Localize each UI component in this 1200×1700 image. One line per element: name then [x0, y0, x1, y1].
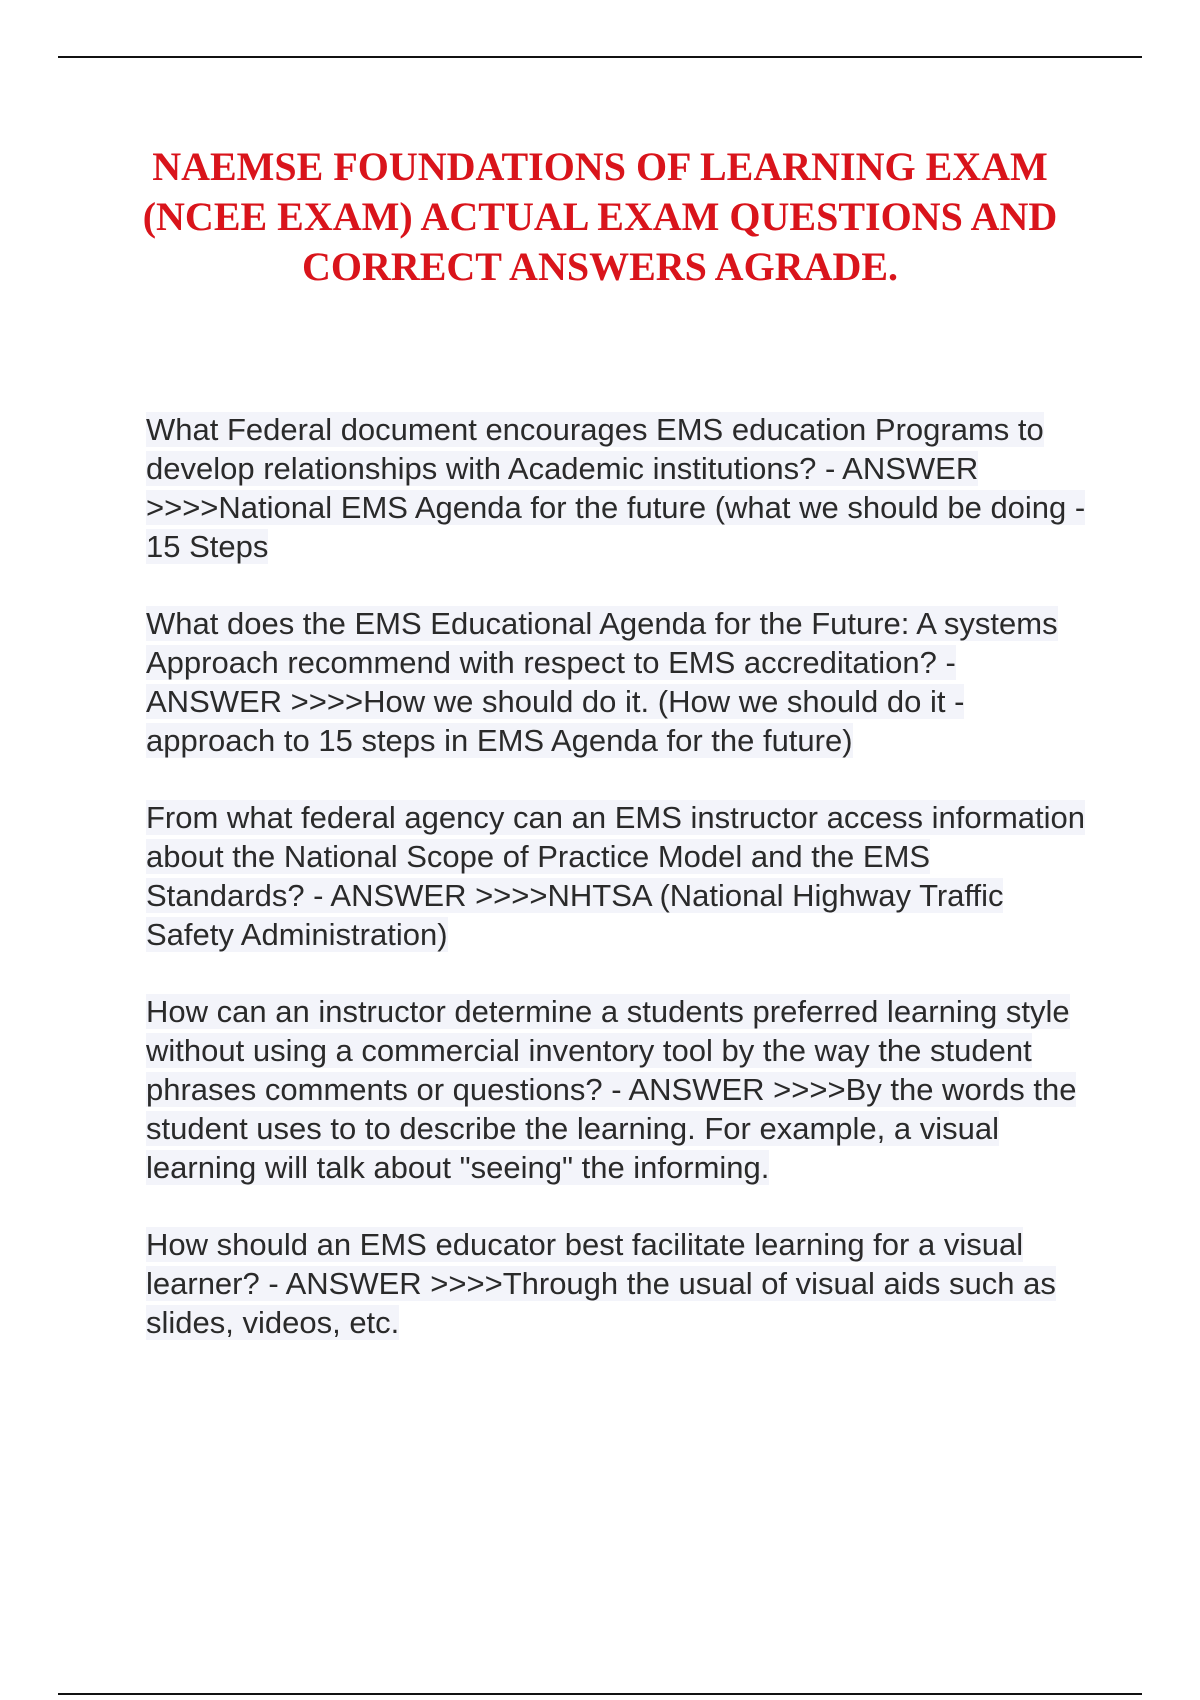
answer-separator: - ANSWER >>>>: [602, 1072, 846, 1107]
question-text: How should an EMS educator best facilitate learning for a visual learner?: [146, 1227, 1024, 1301]
qa-item: [146, 798, 1096, 954]
answer-text: Through the usual of visual aids such as slides, videos, etc.: [146, 1266, 1056, 1340]
question-text: How can an instructor determine a students preferred learning style without using a commercial inventory tool by the way the student phrases comments or questions?: [146, 994, 1070, 1107]
qa-item: [146, 1225, 1096, 1342]
question-text: What does the EMS Educational Agenda for the Future: A systems Approach recommend with respect to EMS accreditation?: [146, 606, 1058, 680]
question-text: What Federal document encourages EMS education Programs to develop relationships with Academic institutions?: [146, 412, 1044, 486]
qa-list: [146, 410, 1096, 1380]
qa-item: [146, 410, 1096, 566]
question-text: From what federal agency can an EMS instructor access information about the National Scope of Practice Model and the EMS Standards?: [146, 800, 1086, 913]
answer-separator: - ANSWER >>>>: [146, 645, 956, 719]
answer-text: By the words the student uses to to describe the learning. For example, a visual learning will talk about "seeing" the informing.: [146, 1072, 1077, 1185]
answer-separator: - ANSWER >>>>: [146, 451, 979, 525]
answer-text: National EMS Agenda for the future (what we should be doing - 15 Steps: [146, 490, 1086, 564]
answer-text: NHTSA (National Highway Traffic Safety Administration): [146, 878, 1004, 952]
document-title: NAEMSE FOUNDATIONS OF LEARNING EXAM (NCEE EXAM) ACTUAL EXAM QUESTIONS AND CORRECT ANSWERS AGRADE.: [142, 144, 1058, 289]
answer-separator: - ANSWER >>>>: [259, 1266, 503, 1301]
top-divider: [58, 56, 1142, 58]
qa-item: [146, 604, 1096, 760]
qa-item: [146, 992, 1096, 1187]
bottom-divider: [58, 1693, 1142, 1695]
answer-text: How we should do it. (How we should do it - approach to 15 steps in EMS Agenda for the future): [146, 684, 965, 758]
answer-separator: - ANSWER >>>>: [304, 878, 548, 913]
